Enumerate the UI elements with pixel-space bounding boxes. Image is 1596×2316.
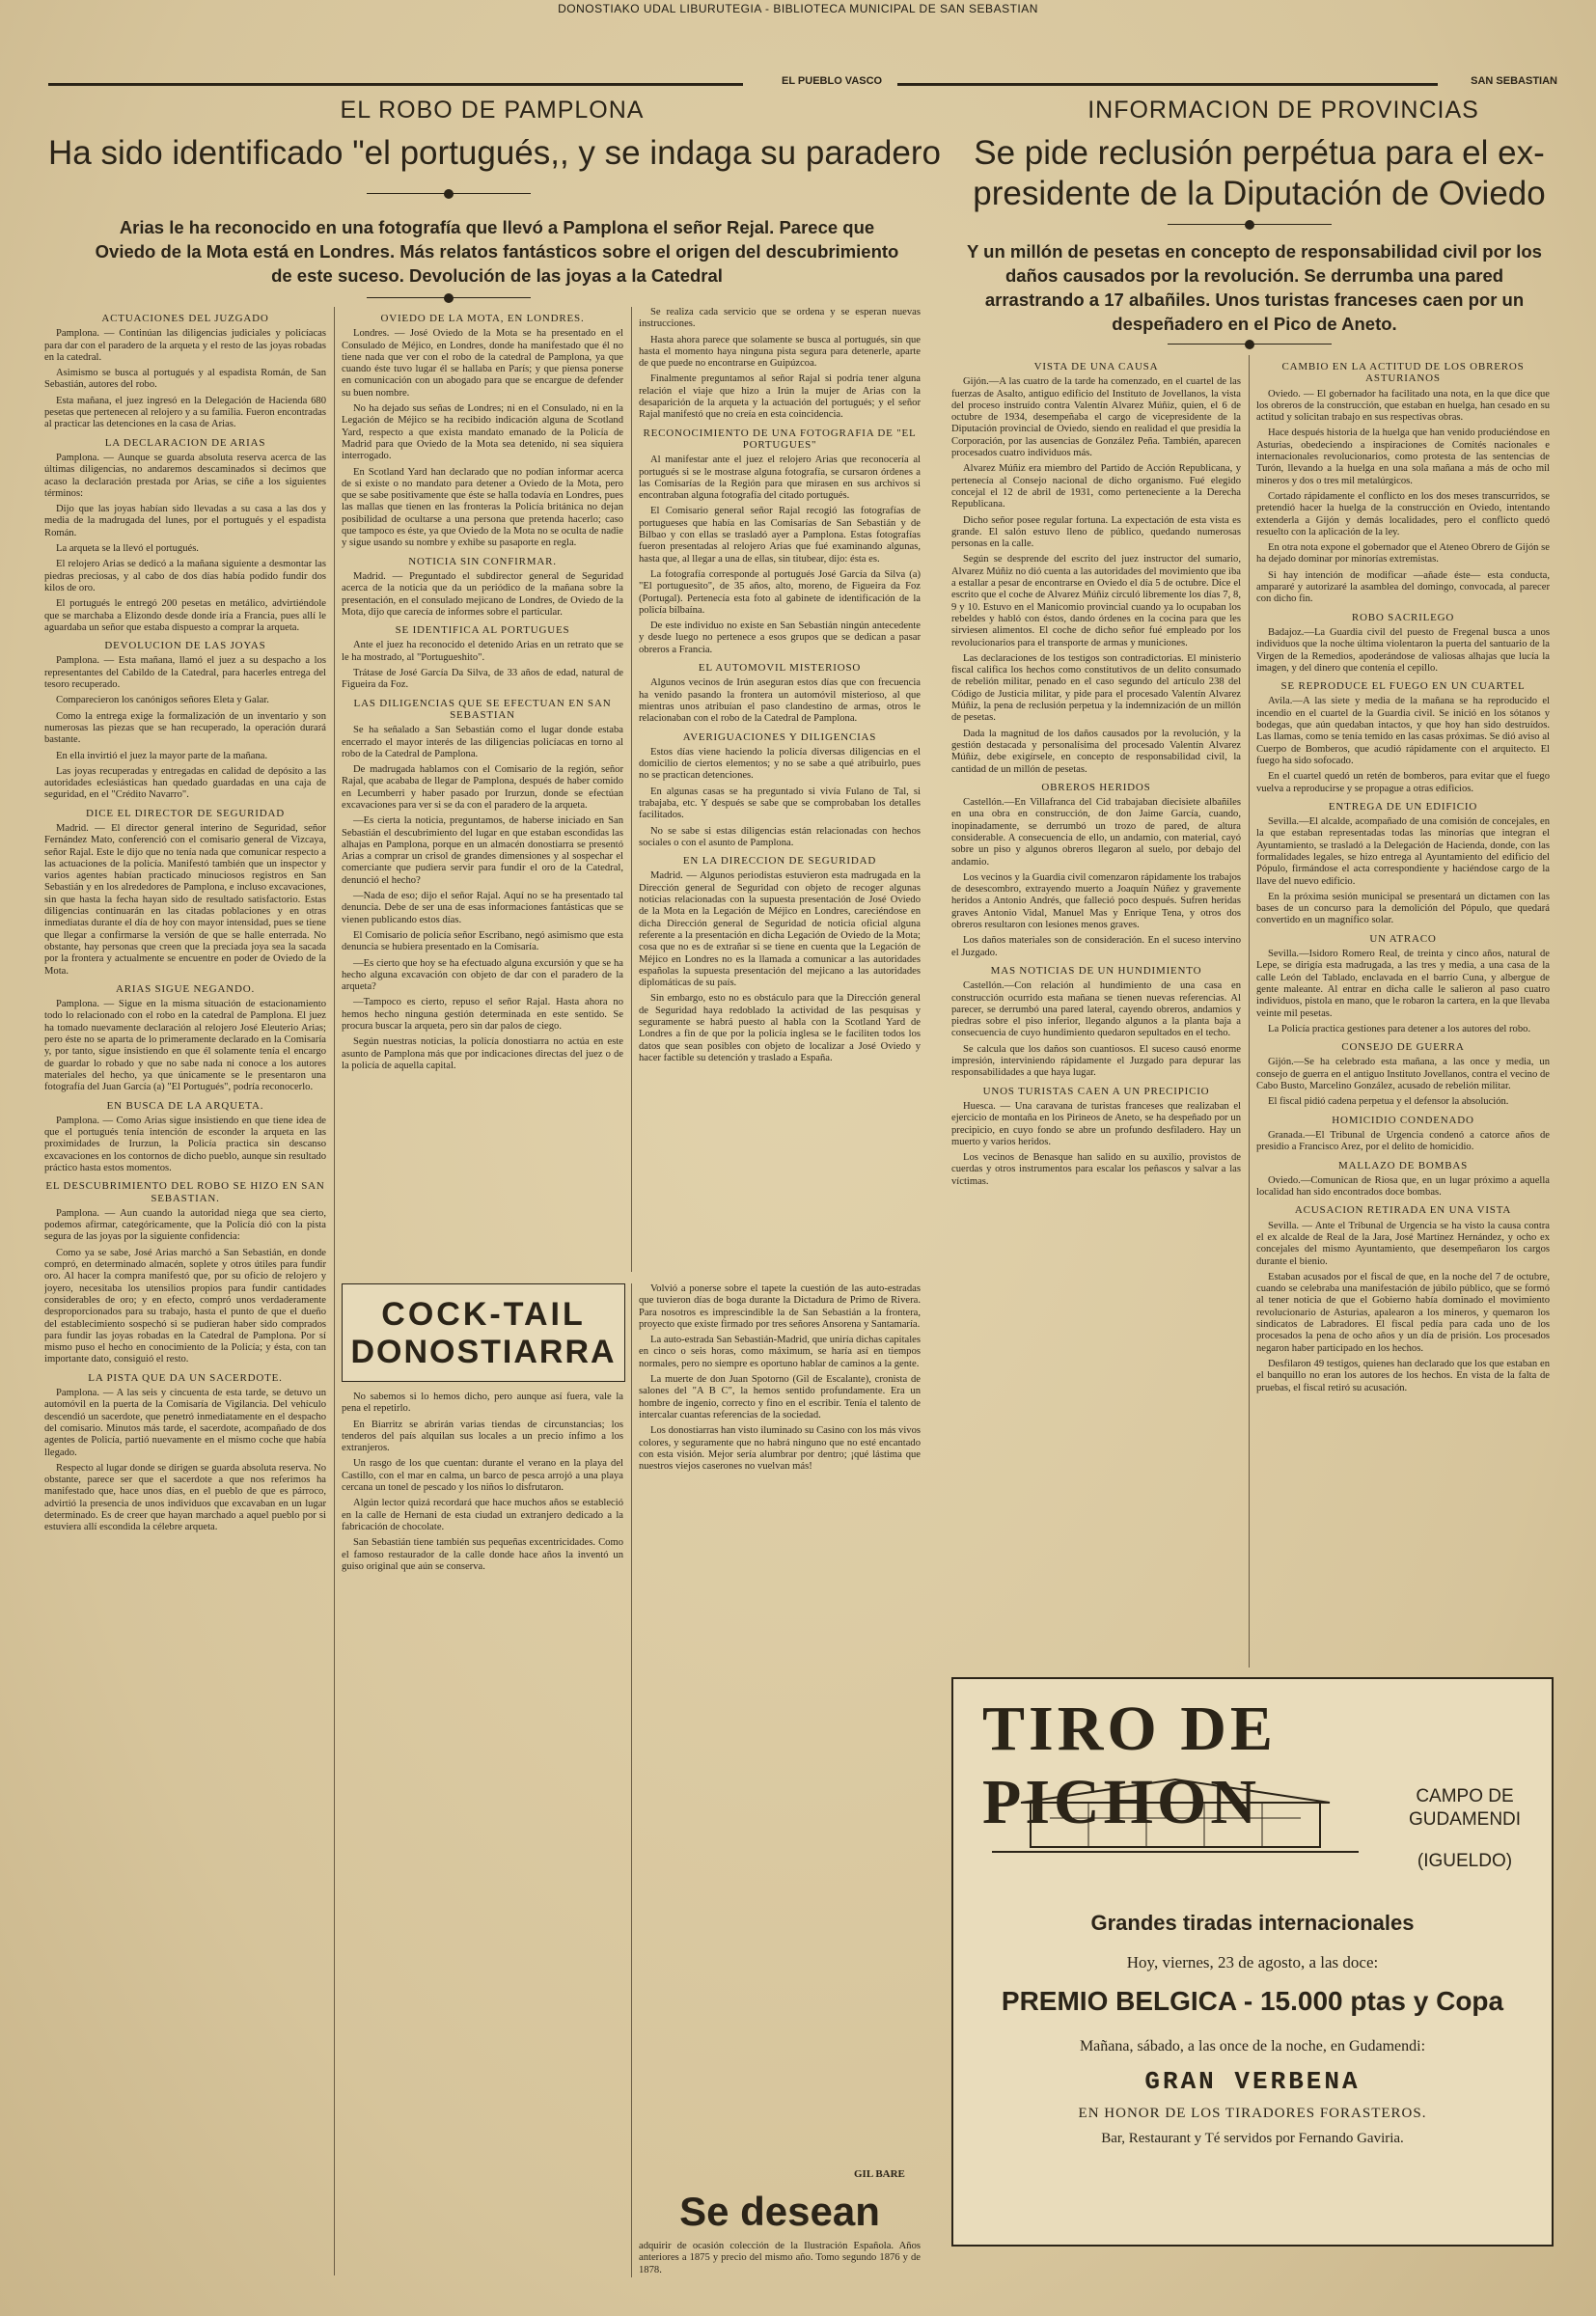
paragraph: Alvarez Múñiz era miembro del Partido de Acción Republicana, y pertenecía al Consejo nacional de dicho organismo. Fué elegido concejal el 12 de abril de 1931, como perteneciente a la Derecha Republicana. <box>951 463 1241 510</box>
paragraph: No se sabe si estas diligencias están relacionadas con hechos sociales o con el asunto de Pamplona. <box>639 825 921 848</box>
subheading: OVIEDO DE LA MOTA, EN LONDRES. <box>380 313 585 324</box>
column-rule <box>631 307 632 1272</box>
paragraph: Pamplona. — Continúan las diligencias judiciales y policíacas para dar con el paradero de la arqueta y el resto de las joyas robadas en la catedral. <box>44 328 326 363</box>
tiro-location-3: (IGUELDO) <box>1417 1851 1513 1871</box>
ornament-left <box>367 189 531 199</box>
tiro-line-4: Mañana, sábado, a las once de la noche, en Gudamendi: <box>1079 2038 1426 2054</box>
subheading: HOMICIDIO CONDENADO <box>1332 1114 1474 1126</box>
paragraph: Al manifestar ante el juez el relojero Arias que reconocería al portugués si se le mostrase alguna fotografía, se cursaron órdenes a las Comisarías de la Región para que mirasen en sus archivos si encontraban alguna fotografía del citado portugués. <box>639 455 921 502</box>
paragraph: Castellón.—Con relación al hundimiento de una casa en construcción ocurrido esta mañana se tienen nuevas referencias. Al parecer, se derrumbó una pared lateral, cayendo obreros, andamios y piedras sobre el piso inferior, llegando algunos a la planta baja a consecuencia de cuyo hundimiento quedaron sepultados en el techo. <box>951 980 1241 1039</box>
column-rule <box>1249 355 1250 1668</box>
paragraph: Pamplona. — Esta mañana, llamó el juez a su despacho a los representantes del Cabildo de la Catedral, para hacerles entrega del tesoro recuperado. <box>44 655 326 691</box>
paragraph: El Comisario de policía señor Escribano, negó asimismo que esta denuncia se hubiera presentado en la Comisaría. <box>342 929 623 953</box>
cocktail-advert <box>342 1283 625 1382</box>
cocktail-title: COCK-TAIL <box>381 1296 586 1333</box>
classified-title: Se desean <box>679 2189 880 2234</box>
head-rule-left <box>48 83 743 86</box>
paragraph: Como la entrega exige la formalización de un inventario y son numerosas las piezas que se han recuperado, la operación durará bastante. <box>44 710 326 746</box>
paragraph: El portugués le entregó 200 pesetas en metálico, advirtiéndole que se marchaba a Elizondo desde donde iría a Francia, pues allí le aguardaba un señor que estaba dispuesto a comprar la arqueta. <box>44 598 326 633</box>
paragraph: El relojero Arias se dedicó a la mañana siguiente a desmontar las piedras preciosas, y al cabo de dos días había podido fundir dos kilos de oro. <box>44 559 326 593</box>
running-head-place: SAN SEBASTIAN <box>1471 75 1557 87</box>
paragraph: Gijón.—A las cuatro de la tarde ha comenzado, en el cuartel de las fuerzas de Asalto, antiguo edificio del Instituto de Jovellanos, la vista del proceso instruído contra Valentín Alvarez Múñiz, quien, el 6 de octubre de 1934, desempeñaba el cargo de vicepresidente de la Diputación provincial de Oviedo, siendo en realidad el que presidía la Corporación, por las ausencias de González Peña. También, aparecen procesados cuatro individuos más. <box>951 376 1241 459</box>
paragraph: En ella invirtió el juez la mayor parte de la mañana. <box>56 750 268 761</box>
paragraph: Esta mañana, el juez ingresó en la Delegación de Hacienda 680 pesetas que pertenecen al relojero y a su familia. Fueron encontradas al practicar las detenciones en la casa de Arias. <box>44 395 326 430</box>
head-rule-right <box>897 83 1438 86</box>
subheading: ARIAS SIGUE NEGANDO. <box>115 982 256 995</box>
headline-left: Ha sido identificado "el portugués,, y se indaga su paradero <box>48 134 941 172</box>
paragraph: De madrugada hablamos con el Comisario de la región, señor Rajal, que acababa de llegar de Pamplona, después de haber comido en Lecumberri y haber pasado por Irurzun, donde se efectúan excavaciones para ver si se da con el paradero de la arqueta. <box>342 764 623 811</box>
paragraph: Los vecinos y la Guardia civil comenzaron rápidamente los trabajos de desescombro, extrayendo muerto a Joaquín Núñez y gravemente heridos a Antonio Andrés, que falleció poco después. Sufren heridas graves Antonio Vidal, Manuel Mas y Enrique Tena, y otros dos obreros resultaron con lesiones menos graves. <box>951 871 1241 931</box>
right-column-2 <box>1256 355 1550 1668</box>
paragraph: Estos días viene haciendo la policía diversas diligencias en el domicilio de ciertos elementos; y no se sabe a qué atribuirlo, pues no se practican detenciones. <box>639 746 921 782</box>
subheading: ENTREGA DE UN EDIFICIO <box>1328 800 1478 813</box>
paragraph: Huesca. — Una caravana de turistas franceses que realizaban el ejercicio de montaña en los Pirineos de Aneto, se ha despeñado por un precipicio, en cuyo fondo se abre un profundo desfiladero. Hay un muerto y varios heridos. <box>951 1100 1241 1147</box>
paragraph: Pamplona. — A las seis y cincuenta de esta tarde, se detuvo un automóvil en la puerta de la Comisaría de Vigilancia. Del vehículo descendió un sacerdote, que penetró inmediatamente en el despacho del comisario. Minutos más tarde, el sacerdote, acompañado de dos agentes de Policía, partió nuevamente en el mismo coche que había llegado. <box>44 1388 326 1458</box>
paragraph: Ante el juez ha reconocido el detenido Arias en un retrato que se le ha mostrado, al "Portugueshito". <box>342 640 623 663</box>
paragraph: Hace después historia de la huelga que han venido produciéndose en Asturias, obedeciendo a inspiraciones de Comités nacionales e internacionales revolucionarios, como protesta de las sentencias de Turón, llevando a la huelga en una sola mañana a más de ocho mil mineros y dos o tres mil metalúrgicos. <box>1256 427 1550 486</box>
paragraph: De este individuo no existe en San Sebastián ningún antecedente y desde luego no pertenece a esos grupos que se dedican a pasar obreros a Francia. <box>639 620 921 655</box>
paragraph: Hasta ahora parece que solamente se busca al portugués, sin que hasta el momento haya ninguna pista segura para detenerle, aparte de que puede no encontrarse en Guipúzcoa. <box>639 334 921 370</box>
subheading: CONSEJO DE GUERRA <box>1341 1041 1465 1054</box>
paragraph: Madrid. — El director general interino de Seguridad, señor Fernández Mato, conferenció con el comisario general de Vizcaya, señor Rajal. Este le dijo que no tenía nada que comunicar respecto a las actuaciones de la policía. Manifestó también que un inspector y varios agentes habían practicado minuciosos registros en San Sebastián y en los alrededores de Pamplona, e incluso excavaciones, sin que hasta la fecha hayan sido de resultado satisfactorio. Estas diligencias continuarán en las citadas poblaciones y en otras inmediatas durante el día de hoy con mayor intensidad, pues se tiene que llegar a confirmarse la versión de que se halle enterrada. No obstante, hay personas que creen que la preciada joya sea la sacada por la frontera y actualmente se encuentre en poder de Oviedo de la Mota. <box>44 822 326 977</box>
paragraph: Algunos vecinos de Irún aseguran estos días que con frecuencia ha venido pasando la frontera un automóvil misterioso, al que mientras unos atribuían el paso clandestino de armas, otros le relacionaban con el robo de la Catedral de Pamplona. <box>639 677 921 725</box>
subheading: DEVOLUCION DE LAS JOYAS <box>104 640 266 652</box>
paragraph: Volvió a ponerse sobre el tapete la cuestión de las auto-estradas que tuvieron días de boga durante la Dictadura de Primo de Rivera. Para nosotros es imprescindible la de San Sebastián a la frontera, proyecto que existe firmado por tres señores Ansorena y Santamaría. <box>639 1283 921 1330</box>
tiro-line-7: Bar, Restaurant y Té servidos por Fernando Gaviria. <box>1101 2131 1404 2146</box>
subheading: MALLAZO DE BOMBAS <box>1338 1159 1468 1172</box>
running-head-title: EL PUEBLO VASCO <box>782 75 883 87</box>
tiro-title: TIRO DE PICHON <box>982 1694 1277 1837</box>
tiro-location <box>1392 1785 1537 1832</box>
paragraph: Se calcula que los daños son cuantiosos. El suceso causó enorme impresión, interviniendo rápidamente el Juzgado para depurar las responsabilidades a que haya lugar. <box>951 1043 1241 1079</box>
subheading: LAS DILIGENCIAS QUE SE EFECTUAN EN SAN SEBASTIAN <box>353 697 612 721</box>
paragraph: Pamplona. — Como Arias sigue insistiendo en que tiene idea de que el portugués tenía intención de esconder la arqueta en las proximidades de Irurzun, la Policía practica sin descanso excavaciones en los contornos de dicho pueblo, aunque sin resultado práctico hasta estos momentos. <box>44 1115 326 1173</box>
classified-body: adquirir de ocasión colección de la Ilustración Española. Años anteriores a 1875 y precio del mismo año. Tomo segundo 1876 y de 1878. <box>639 2241 921 2275</box>
paragraph: Según se desprende del escrito del juez instructor del sumario, Alvarez Múñiz no dió cuenta a las autoridades del movimiento que iba a estallar a pesar de encontrarse en Oviedo el día 5 de octubre. Dice el escrito que el coche de Alvarez Múñiz circuló libremente los días 7, 8, 9 y 10. Estuvo en el Manicomio provincial cuando ya lo ocupaban los rebeldes y habló con éstos, dando órdenes en la cocina para que les sirviesen alimentos. El coche de dicho señor fué empleado por los revolucionarios para el transporte de armas y municiones. <box>951 554 1241 648</box>
left-column-2b <box>342 1392 623 2279</box>
cocktail-subtitle: DONOSTIARRA <box>350 1334 617 1370</box>
paragraph: En algunas casas se ha preguntado si vivía Fulano de Tal, si trabajaba, etc. Y después se sabe que se comprobaban los detalles facilitados. <box>639 786 921 821</box>
paragraph: Dijo que las joyas habían sido llevadas a su casa a las dos y media de la madrugada del lunes, por el portugués y el espadista Román. <box>44 504 326 538</box>
paragraph: Los donostiarras han visto iluminado su Casino con los más vivos colores, y seguramente que no habrá ninguno que no esté encantado con esta visión. Mejor sería alumbrar por dentro; ¡qué lástima que nuestros viejos caserones no vuelvan más! <box>639 1425 921 1473</box>
ornament-right-2 <box>1168 340 1332 349</box>
tiro-de-pichon-advert <box>951 1677 1554 2247</box>
tiro-location-1: CAMPO DE <box>1416 1786 1514 1806</box>
subheading: AVERIGUACIONES Y DILIGENCIAS <box>682 731 877 743</box>
ornament-right <box>1168 220 1332 230</box>
paragraph: Avila.—A las siete y media de la mañana se ha reproducido el incendio en el cuartel de la Guardia civil. Se inició en los sótanos y bodegas, que aún quedaban intactos, y que hoy han sido destruídos. Las llamas, como se tenía temido en las casas próximas. Se dió aviso al Cuerpo de Bomberos, que acudió rápidamente con el arquitecto. El fuego ha sido sofocado. <box>1256 696 1550 766</box>
paragraph: —Nada de eso; dijo el señor Rajal. Aquí no se ha presentado tal denuncia. Debe de ser una de esas informaciones fantásticas que se vienen publicando estos días. <box>342 891 623 925</box>
paragraph: —Es cierta la noticia, preguntamos, de haberse iniciado en San Sebastián el descubrimiento del lugar en que estaban escondidas las alhajas en Pamplona, porque en un almacén donostiarra se presentó Arias a comprar un crisol de grandes dimensiones y al sospechar el comerciante que pudiera servir para fundir el oro de la Catedral, denunció el hecho? <box>342 815 623 886</box>
source-bar: DONOSTIAKO UDAL LIBURUTEGIA - BIBLIOTECA MUNICIPAL DE SAN SEBASTIAN <box>558 2 1038 15</box>
clubhouse-illustration <box>992 1774 1359 1853</box>
paragraph: En Scotland Yard han declarado que no podían informar acerca de si existe o no mandato para detener a Oviedo de la Mota, pero que se sabe positivamente que éste se halla todavía en Londres, pues las mallas que tienen en las fronteras la Policía británica no dejan posibilidad de ocultarse a una persona que pretenda hacerlo; caso que tampoco es éste, ya que Oviedo de la Mota no se oculta de nadie y sigue usando su nombre y exhibe su pasaporte en regla. <box>342 466 623 549</box>
clubhouse-drawing <box>992 1774 1359 1851</box>
tiro-location-2: GUDAMENDI <box>1408 1809 1522 1830</box>
subheading: EL AUTOMOVIL MISTERIOSO <box>698 662 862 675</box>
paragraph: El fiscal pidió cadena perpetua y el defensor la absolución. <box>1268 1096 1509 1108</box>
subheading: MAS NOTICIAS DE UN HUNDIMIENTO <box>990 964 1202 977</box>
paragraph: Granada.—El Tribunal de Urgencia condenó a catorce años de presidio a Francisco Arez, por el delito de homicidio. <box>1256 1129 1550 1153</box>
subheading: EN BUSCA DE LA ARQUETA. <box>106 1099 264 1112</box>
subheading: CAMBIO EN LA ACTITUD DE LOS OBREROS ASTURIANOS <box>1281 361 1525 385</box>
paragraph: No sabemos si lo hemos dicho, pero aunque así fuera, vale la pena el repetirlo. <box>342 1392 623 1415</box>
paragraph: Desfilaron 49 testigos, quienes han declarado que los que estaban en el banquillo no eran los autores de los hechos. En vista de la falta de pruebas, el fiscal retiró su acusación. <box>1256 1358 1550 1393</box>
paragraph: Comparecieron los canónigos señores Eleta y Galar. <box>56 695 269 706</box>
paragraph: Asimismo se busca al portugués y al espadista Román, de San Sebastián, autores del robo. <box>44 368 326 391</box>
column-rule <box>334 307 335 2275</box>
paragraph: Sevilla.—Isidoro Romero Real, de treinta y cinco años, natural de Lepe, se dirigía esta madrugada, a las tres y media, a una casa de la calle León del Tablado, enclavada en el barrio Cuna, y albergue de gente maleante. Al entrar en dicha calle le salieron al paso cuatro individuos, pistola en mano, que le robaron la cartera, en la que llevaba veinte mil pesetas. <box>1256 949 1550 1019</box>
paragraph: Finalmente preguntamos al señor Rajal si podría tener alguna relación el viaje que hizo a Irún la mujer de Arias con la desaparición de la arqueta y la actuación del portugués; y el señor Rajal manifestó que no creía en esta coincidencia. <box>639 373 921 421</box>
paragraph: Las declaraciones de los testigos son contradictorias. El ministerio fiscal califica los hechos como constitutivos de un delito consumado de rebelión militar, penado en el caso segundo del artículo 238 del Código de Justicia militar, y pide para el procesado Valentín Alvarez Múñiz, la pena de reclusión perpetua y la indemnización de un millón de pesetas. <box>951 652 1241 724</box>
paragraph: Un rasgo de los que cuentan: durante el verano en la playa del Castillo, con el mar en calma, un barco de pesca arrojó a una playa cercana un tonel de pescado y los niños lo disfrutaron. <box>342 1458 623 1494</box>
subheading: NOTICIA SIN CONFIRMAR. <box>408 555 557 567</box>
paragraph: Trátase de José García Da Silva, de 33 años de edad, natural de Figueira da Foz. <box>342 668 623 691</box>
paragraph: Sevilla. — Ante el Tribunal de Urgencia se ha visto la causa contra el ex alcalde de Real de la Jara, José Martínez Hernández, y ocho ex concejales del mismo Ayuntamiento, que desempeñaron los cargos durante el bienio. <box>1256 1220 1550 1267</box>
paragraph: Se realiza cada servicio que se ordena y se esperan nuevas instrucciones. <box>639 307 921 330</box>
paragraph: Las joyas recuperadas y entregadas en calidad de depósito a las autoridades eclesiásticas han quedado guardadas en una caja de seguridad, en el "Crédito Navarro". <box>44 765 326 801</box>
paragraph: Se ha señalado a San Sebastián como el lugar donde estaba encerrado el mayor interés de las diligencias policíacas en torno al robo de la Catedral de Pamplona. <box>342 725 623 759</box>
paragraph: Sevilla.—El alcalde, acompañado de una comisión de concejales, en la que estaban representadas todas las minorías que integran el Ayuntamiento, se trasladó a la Delegación de Hacienda, donde, con las formalidades legales, se hizo entrega al Ayuntamiento del edificio del Pópulo, firmándose el acta correspondiente y haciéndose cargo de la llave del nuevo edificio. <box>1256 816 1550 887</box>
subheading: LA DECLARACION DE ARIAS <box>104 436 266 449</box>
right-column-1 <box>951 355 1241 1668</box>
section-title-left: EL ROBO DE PAMPLONA <box>340 96 645 124</box>
paragraph: Dicho señor posee regular fortuna. La expectación de esta vista es grande. El salón estuvo lleno de público, quedando numerosas personas en la calle. <box>951 514 1241 550</box>
left-column-3b <box>639 1283 921 2166</box>
paragraph: Pamplona. — Aunque se guarda absoluta reserva acerca de las últimas diligencias, no andaremos descaminados si decimos que acaso la declaración prestada por Arias, se ciñe a los siguientes términos: <box>44 452 326 499</box>
paragraph: Los daños materiales son de consideración. En el suceso intervino el Juzgado. <box>951 935 1241 958</box>
subheading: UNOS TURISTAS CAEN A UN PRECIPICIO <box>982 1085 1210 1097</box>
subheading: DICE EL DIRECTOR DE SEGURIDAD <box>86 807 285 819</box>
paragraph: Como ya se sabe, José Arias marchó a San Sebastián, en donde compró, en determinado almacén, soplete y otros útiles para fundir oro. Al hacer la compra manifestó que, por su oficio de relojero y joyero, necesitaba los utensilios propios para fundir cantidades considerables de oro; y en efecto, compró unos verdaderamente desproporcionados para su trabajo, hasta el punto de que el dueño del establecimiento sospechó si se pudieran haber sido comprados para fundir las joyas robadas en la Catedral de Pamplona. Por sí mismo puso el hecho en conocimiento de la Policía; y ésta, con tan importante dato, consiguió el resto. <box>44 1247 326 1365</box>
running-head <box>48 75 1557 91</box>
paragraph: No ha dejado sus señas de Londres; ni en el Consulado, ni en la Legación de Méjico se ha recibido indicación alguna de Scotland Yard, respecto a que exista mandato emanado de la Policía de Madrid para que Oviedo de la Mota sea detenido, ni sea siquiera interrogado. <box>342 403 623 462</box>
classified-text <box>639 2241 921 2280</box>
paragraph: La Policía practica gestiones para detener a los autores del robo. <box>1268 1023 1531 1034</box>
tiro-line-5: GRAN VERBENA <box>1144 2067 1361 2096</box>
paragraph: San Sebastián tiene también sus pequeñas excentricidades. Como el famoso restaurador de la calle donde hace años la inventó un guiso original que aún se conserva. <box>342 1537 623 1572</box>
subheading: LA PISTA QUE DA UN SACERDOTE. <box>88 1371 283 1384</box>
subheading: RECONOCIMIENTO DE UNA FOTOGRAFIA DE "EL PORTUGUES" <box>643 427 917 451</box>
paragraph: En la próxima sesión municipal se presentará un dictamen con las bases de un concurso para la demolición del Pópulo, que quedará convertido en un magnífico solar. <box>1256 891 1550 926</box>
signature: GIL BARE <box>854 2168 905 2180</box>
paragraph: Castellón.—En Villafranca del Cid trabajaban diecisiete albañiles en una obra en construcción, de don Jaime García, cuando, inopinadamente, se derrumbó un trozo de pared, de altura considerable. A consecuencia de ello, un andamio, con material, cayó sobre un piso y algunos obreros llegaron al suelo, por debajo del andamio. <box>951 797 1241 868</box>
paragraph: Dada la magnitud de los daños causados por la revolución, y la gestión destacada y personalísima del procesado Valentín Alvarez Múñiz, debe exigírsele, en concepto de responsabilidad civil, la cantidad de un millón de pesetas. <box>951 728 1241 775</box>
paragraph: —Es cierto que hoy se ha efectuado alguna excursión y que se ha hecho alguna excavación con objeto de dar con el paradero de la arqueta? <box>342 957 623 993</box>
paragraph: Cortado rápidamente el conflicto en los dos meses transcurridos, se pretendió hacer la huelga de la construcción en Oviedo, intentando extenderla a Gijón y demás localidades, pero el conflicto quedó resuelto con la aplicación de la ley. <box>1256 490 1550 538</box>
deck-right: Y un millón de pesetas en concepto de responsabilidad civil por los daños causados por la revolución. Se derrumba una pared arrastrando a 17 albañiles. Unos turistas franceses caen por un despeñadero en el Pico de Aneto. <box>967 241 1542 334</box>
paragraph: Los vecinos de Benasque han salido en su auxilio, provistos de cuerdas y otros instrumentos para escalar los peñascos y salvar a las víctimas. <box>951 1152 1241 1187</box>
paragraph: Pamplona. — Sigue en la misma situación de estacionamiento todo lo relacionado con el robo en la catedral de Pamplona. El juez ha tomado nuevamente declaración al relojero José Eleuterio Arias; pero éste no se aparta de lo primeramente declarado en la Comisaría y, por tanto, sigue insistiendo en que él solamente tenía el encargo de guardar lo robado y que no sabe nada ni conoce a los autores materiales del hecho, ya que únicamente se le presentaron una fotografía del Juan García (a) "El Portugués", podría reconocerlo. <box>44 999 326 1093</box>
subheading: OBREROS HERIDOS <box>1041 781 1151 793</box>
paragraph: Gijón.—Se ha celebrado esta mañana, a las once y media, un consejo de guerra en el antiguo Instituto Jovellanos, contra el vecino de Cabo Busto, Marcelino González, acusado de rebelión militar. <box>1256 1057 1550 1092</box>
paragraph: La fotografía corresponde al portugués José García da Silva (a) "El portuguesito", de 35 años, alto, moreno, de Figueira da Foz (Portugal). Pertenecía esta foto al gabinete de identificación de la policía bilbaína. <box>639 568 921 616</box>
paragraph: La auto-estrada San Sebastián-Madrid, que uniría dichas capitales en cinco o seis horas, como máximum, se haría así en tiempos normales, pero no siempre es oportuno hablar de caminos a la gente. <box>639 1335 921 1369</box>
paragraph: En el cuartel quedó un retén de bomberos, para evitar que el fuego vuelva a reproducirse y se propague a otras edificios. <box>1256 771 1550 794</box>
headline-right: Se pide reclusión perpétua para el ex-presidente de la Diputación de Oviedo <box>973 134 1546 212</box>
subheading: EL DESCUBRIMIENTO DEL ROBO SE HIZO EN SAN SEBASTIAN. <box>45 1180 325 1204</box>
tiro-line-2: Hoy, viernes, 23 de agosto, a las doce: <box>1126 1953 1379 1971</box>
paragraph: Madrid. — Preguntado el subdirector general de Seguridad acerca de la noticia que da un periódico de la mañana sobre la presentación, en el consulado mejicano de Londres, de Oviedo de la Mota, dijo que carecía de informes sobre el particular. <box>342 570 623 618</box>
tiro-line-6: EN HONOR DE LOS TIRADORES FORASTEROS. <box>1078 2106 1427 2121</box>
paragraph: Madrid. — Algunos periodistas estuvieron esta madrugada en la Dirección general de Seguridad con objeto de recoger algunas noticias relacionadas con la supuesta presentación de José Oviedo de la Mota en la Legación de Méjico en Londres, careciéndose en dicha Dirección general de Seguridad de noticia oficial alguna referente a la presentación en dicha Legación de Oviedo de la Mota; cosa que no es de extrañar si se tiene en cuenta que la Legación de Méjico en Londres no es la llamada a comunicar a las autoridades españolas la supuesta presentación del mejicano a las autoridades diplomáticas de su país. <box>639 870 921 989</box>
paragraph: La muerte de don Juan Spotorno (Gil de Escalante), cronista de salones del "A B C", la hemos sentido profundamente. Era un hombre de ingenio, correcto y fino en el escribir. Tenía el talento de intercalar cuantas referencias de la sociedad. <box>639 1374 921 1420</box>
ornament-left-2 <box>367 293 531 303</box>
paragraph: Sin embargo, esto no es obstáculo para que la Dirección general de Seguridad haya redoblado la actividad de las pesquisas y seguramente se habrá puesto al habla con la Scotland Yard de Londres a fin de que por la policía inglesa se le faciliten todos los datos que sean posibles con objeto de localizar a José Oviedo y hacer factible su detención y traslado a España. <box>639 993 921 1063</box>
subheading: UN ATRACO <box>1369 932 1437 945</box>
paragraph: Pamplona. — Aun cuando la autoridad niega que sea cierto, podemos afirmar, categóricamente, que la Policía dió con la pista segura de las joyas por la siguiente confidencia: <box>44 1207 326 1243</box>
section-title-right: INFORMACION DE PROVINCIAS <box>1087 96 1479 124</box>
left-column-3 <box>639 307 921 1272</box>
deck-left: Arias le ha reconocido en una fotografía que llevó a Pamplona el señor Rejal. Parece que Oviedo de la Mota está en Londres. Más relatos fantásticos sobre el origen del descubrimiento de este suceso. Devolución de las joyas a la Catedral <box>95 217 899 286</box>
subheading: SE REPRODUCE EL FUEGO EN UN CUARTEL <box>1280 680 1526 693</box>
paragraph: En Biarritz se abrirán varias tiendas de circunstancias; los tenderos del país alquilan sus locales a un precio ínfimo a los extranjeros. <box>342 1419 623 1454</box>
paragraph: Algún lector quizá recordará que hace muchos años se estableció en la calle de Hernani de esta ciudad un extranjero dedicado a la fabricación de chocolate. <box>342 1498 623 1532</box>
subheading: VISTA DE UNA CAUSA <box>1033 361 1159 372</box>
subheading: ACUSACION RETIRADA EN UNA VISTA <box>1294 1204 1512 1217</box>
paragraph: Según nuestras noticias, la policía donostiarra no actúa en este asunto de Pamplona más que por indicaciones directas del juez o de la policía de aquella capital. <box>342 1036 623 1071</box>
paragraph: —Tampoco es cierto, repuso el señor Rajal. Hasta ahora no hemos hecho ninguna gestión determinada en este sentido. Se procura buscar la arqueta, pero sin dar palos de ciego. <box>342 997 623 1033</box>
paragraph: Oviedo.—Comunican de Riosa que, en un lugar próximo a aquella localidad han sido encontrados doce bombas. <box>1256 1174 1550 1199</box>
paragraph: Estaban acusados por el fiscal de que, en la noche del 7 de octubre, cuando se celebraba una manifestación de júbilo público, que se formó al tener noticia de que el Gobierno había dominado el movimiento revolucionario de Asturias, apalearon a los mineros, y quemaron los sindicatos de Labradores. El fiscal pedía para cada uno de los procesados la pena de ocho años y un día de prisión. Los procesados negaron haber participado en los hechos. <box>1256 1271 1550 1354</box>
left-column-1 <box>44 307 326 2275</box>
paragraph: Londres. — José Oviedo de la Mota se ha presentado en el Consulado de Méjico, en Londres, donde ha manifestado que él no tiene nada que ver con el robo de la catedral de Pamplona, ya que cuando éste tuvo lugar él se hallaba en París; y que piensa ponerse en comunicación con un abogado para que se encargue de defender su buen nombre. <box>342 328 623 399</box>
paragraph: Badajoz.—La Guardia civil del puesto de Fregenal busca a unos individuos que la noche última violentaron la puerta del santuario de la Virgen de la Remedios, apoderándose de valiosas alhajas que lucía la imagen, y del dinero que contenía el cepillo. <box>1256 626 1550 674</box>
tiro-line-3: PREMIO BELGICA - 15.000 ptas y Copa <box>1001 1986 1504 2016</box>
paragraph: En otra nota expone el gobernador que el Ateneo Obrero de Gijón se ha dejado dominar por minorías extremistas. <box>1256 542 1550 565</box>
subheading: ROBO SACRILEGO <box>1351 611 1455 623</box>
paragraph: Si hay intención de modificar —añade éste— esta conducta, ampararé y autorizaré la asamblea del domingo, convocada, al parecer con dicho fin. <box>1256 569 1550 605</box>
paragraph: Respecto al lugar donde se dirigen se guarda absoluta reserva. No obstante, parece ser que el sacerdote a que nos referimos ha manifestado que, hace unos días, en el pueblo de que es párroco, advirtió la presencia de unos individuos que excavaban en un lugar determinado. Es de creer que hayan marchado a aquel pueblo por si estuviera allí escondida la célebre arqueta. <box>44 1462 326 1533</box>
tiro-line-1: Grandes tiradas internacionales <box>1090 1911 1415 1935</box>
subheading: SE IDENTIFICA AL PORTUGUES <box>395 624 570 637</box>
subheading: ACTUACIONES DEL JUZGADO <box>101 313 269 324</box>
paragraph: El Comisario general señor Rajal recogió las fotografías de portugueses que había en las Comisarías de San Sebastián y de Bilbao y con ellas se trasladó ayer a Pamplona. Estas fotografías fueron presentadas al relojero Arias que fué examinando algunas, hasta que, al llegar a una de ellas, sin titubear, dijo: ésta es. <box>639 506 921 565</box>
column-rule <box>631 1283 632 2277</box>
paragraph: La arqueta se la llevó el portugués. <box>56 543 199 555</box>
paragraph: Oviedo. — El gobernador ha facilitado una nota, en la que dice que los obreros de la construcción, que estaban en huelga, han cesado en su actitud y solicitan trabajo en sus respectivas obras. <box>1256 388 1550 424</box>
left-column-2 <box>342 307 623 1272</box>
subheading: EN LA DIRECCION DE SEGURIDAD <box>682 855 877 868</box>
